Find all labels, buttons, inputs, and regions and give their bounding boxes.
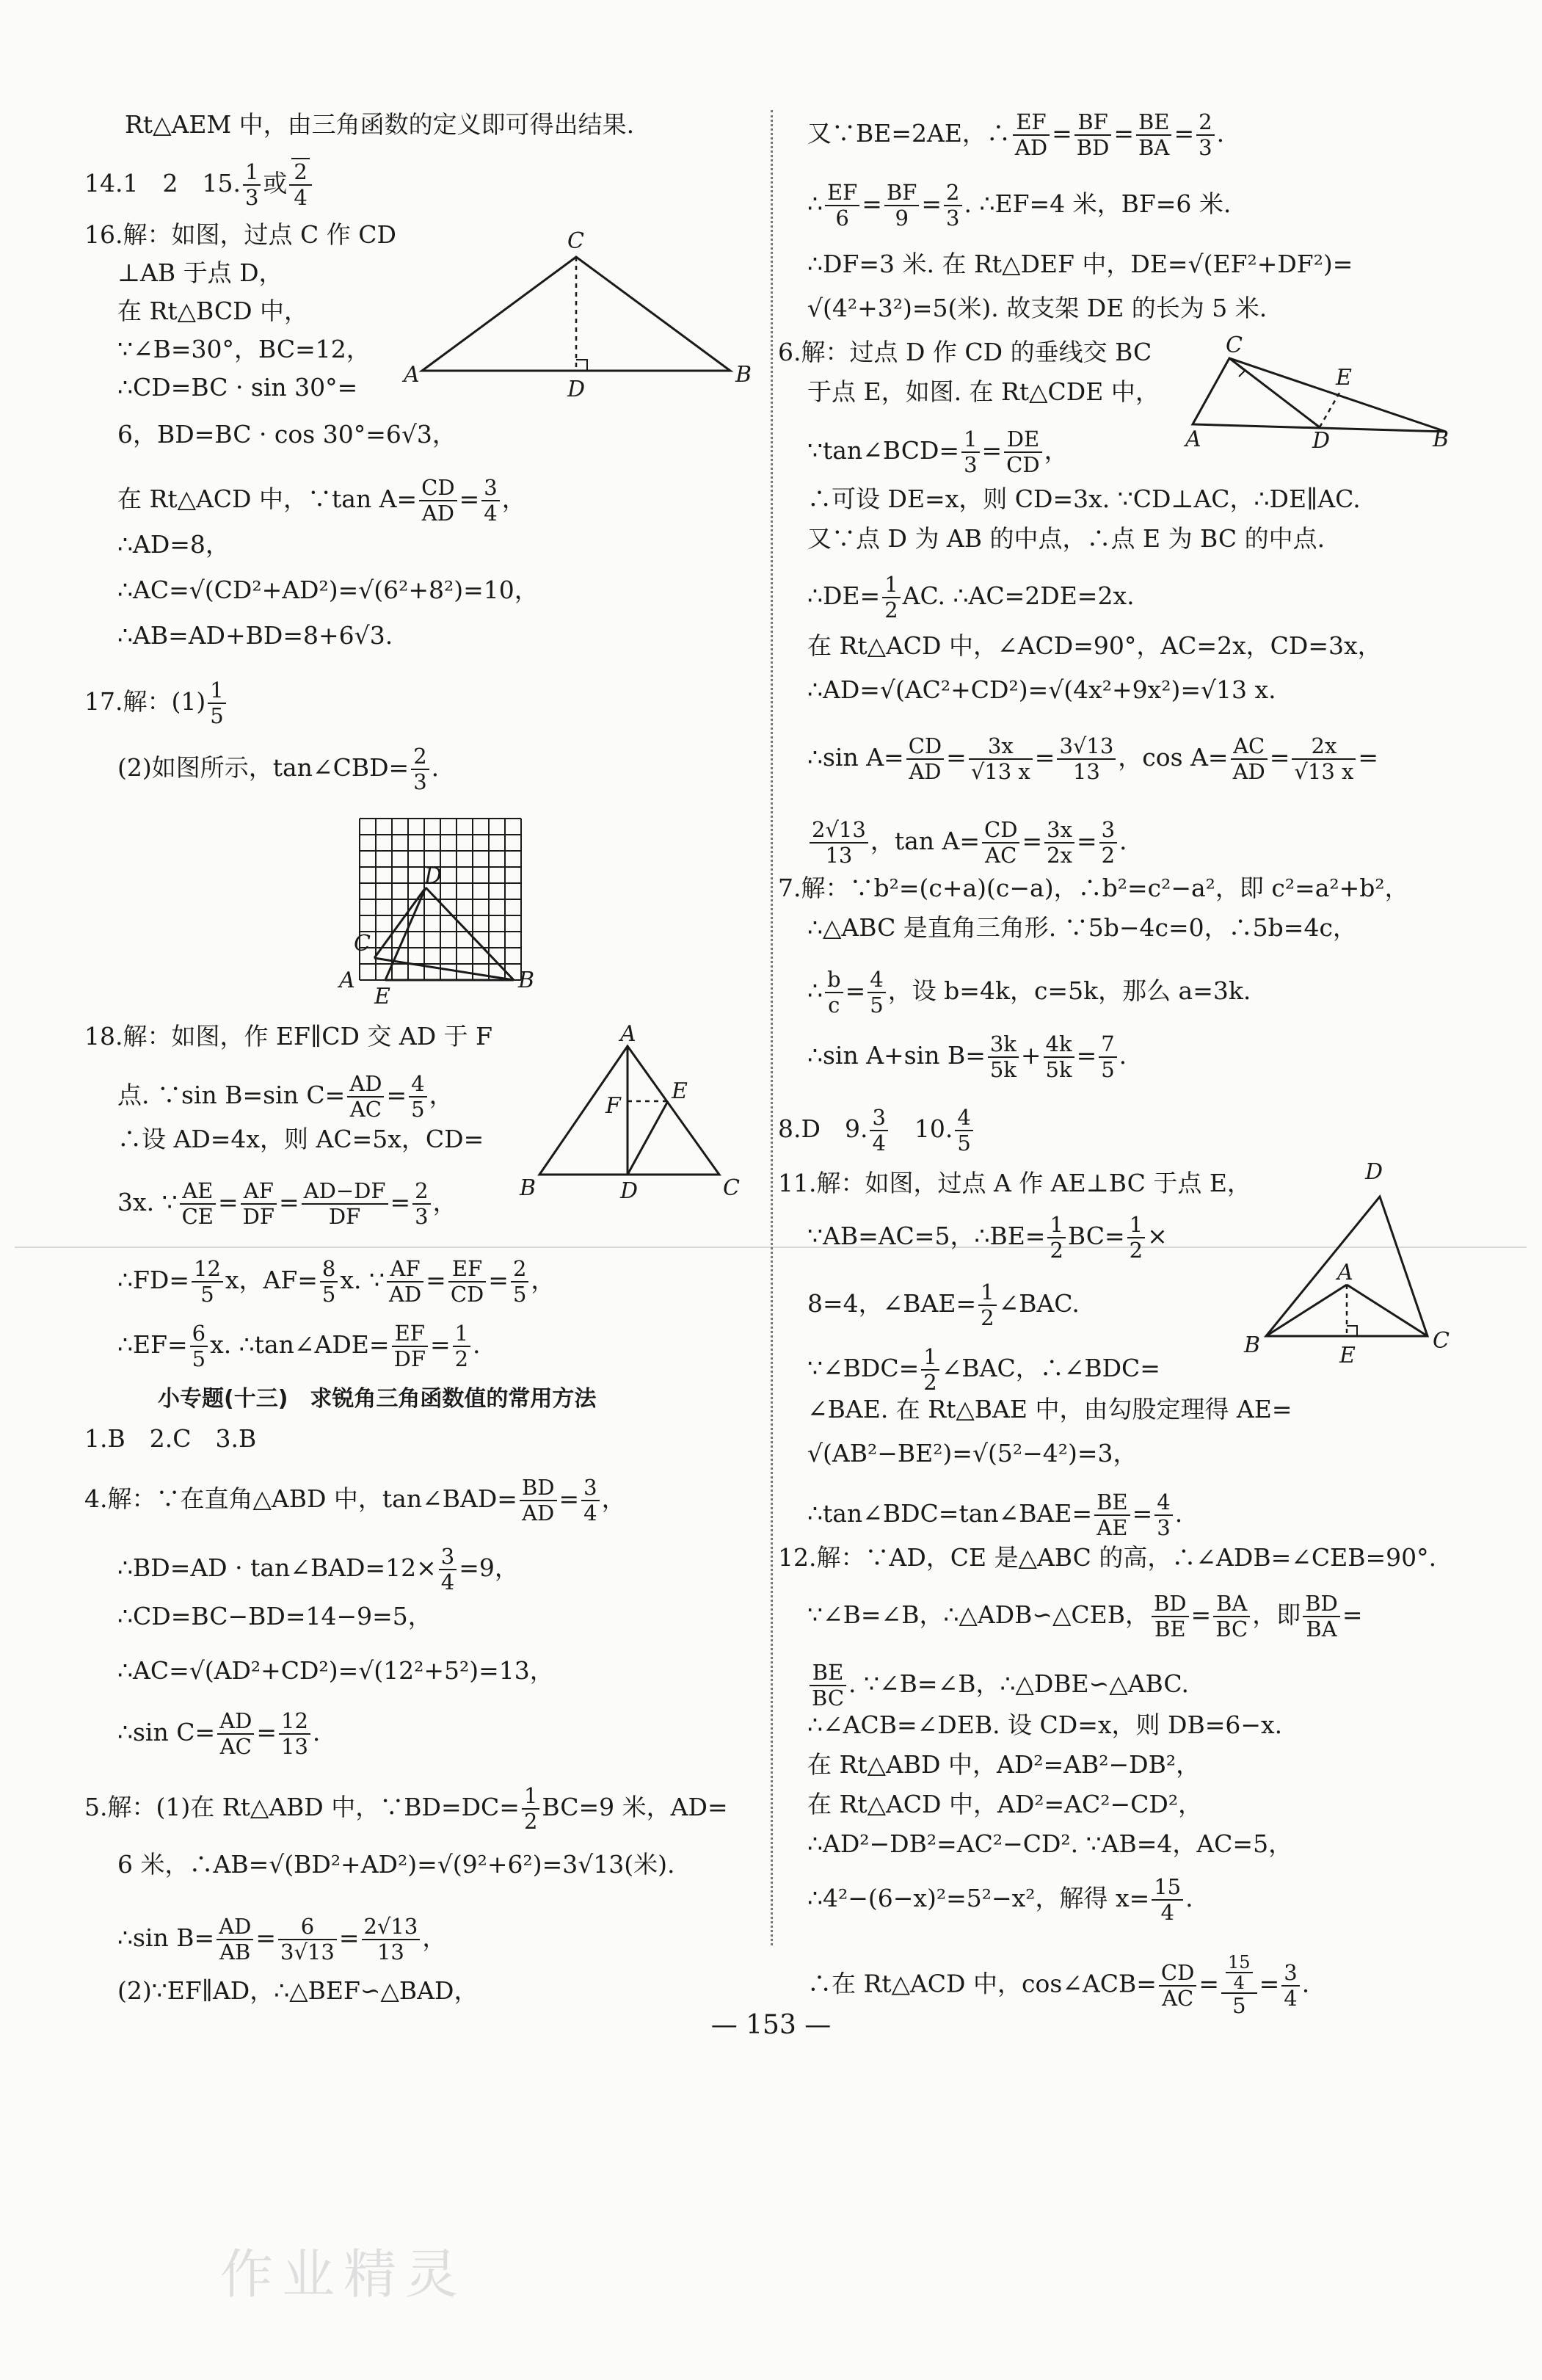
text-line: 6.解：过点 D 作 CD 的垂线交 BC: [778, 338, 1152, 366]
fig-label: B: [1244, 1332, 1261, 1358]
text-line: ∴EF= $\frac{6}{5}$ x. ∴tan∠ADE= $\frac{EF}{DF}$ = $\frac{1}{2}$ .: [117, 1321, 481, 1371]
text-line: 18.解：如图，作 EF∥CD 交 AD 于 F: [84, 1022, 493, 1051]
fig-label: E: [1339, 1343, 1356, 1368]
text-line: ∴AB=AD+BD=8+6√3.: [117, 621, 393, 650]
fig-label: F: [605, 1093, 621, 1119]
text-line: 在 Rt△ACD 中，AD²=AC²−CD²，: [807, 1790, 1203, 1818]
watermark-text: 作业精灵: [220, 2243, 468, 2305]
text-line: ∴CD=BC−BD=14−9=5，: [117, 1602, 432, 1630]
text-line: ∴AD²−DB²=AC²−CD². ∵AB=4，AC=5，: [807, 1829, 1293, 1858]
figure-16-triangle: [389, 220, 756, 411]
text-line: 在 Rt△ACD 中，∠ACD=90°，AC=2x，CD=3x，: [807, 631, 1382, 660]
text-line: 7.解：∵b²=(c+a)(c−a)，∴b²=c²−a²，即 c²=a²+b²，: [778, 874, 1409, 902]
figure-17-grid: [338, 811, 535, 1009]
text-line: ∴sin A= $\frac{CD}{AD}$ = $\frac{3x}{√13 x}$ = $\frac{3√13}{13}$ ，cos A= $\frac{AC}{AD}$ = $\frac{2x}{√13 x}$ =: [807, 733, 1379, 784]
text-line: $\frac{BE}{BC}$ . ∵∠B=∠B，∴△DBE∽△ABC.: [807, 1661, 1189, 1710]
fig-label: A: [339, 968, 355, 993]
text-line: 又∵BE=2AE，∴ $\frac{EF}{AD}$ = $\frac{BF}{BD}$ = $\frac{BE}{BA}$ = $\frac{2}{3}$ .: [807, 109, 1225, 160]
text-line: 在 Rt△BCD 中，: [117, 297, 309, 325]
text-line: √(AB²−BE²)=√(5²−4²)=3，: [807, 1439, 1138, 1467]
fig-label: C: [354, 931, 371, 957]
fig-label: D: [567, 377, 586, 402]
text-line: 17.解：(1) $\frac{1}{5}$: [84, 678, 228, 728]
fig-label: C: [1433, 1328, 1450, 1354]
fig-label: B: [1433, 427, 1450, 452]
text-line: √(4²+3²)=5(米). 故支架 DE 的长为 5 米.: [807, 294, 1268, 322]
text-line: (2)∵EF∥AD，∴△BEF∽△BAD，: [117, 1976, 479, 2005]
fig-label: D: [1312, 428, 1331, 454]
text-line: ∴CD=BC · sin 30°=: [117, 373, 358, 402]
fig-label: A: [1337, 1260, 1353, 1285]
section-title: 小专题(十三) 求锐角三角函数值的常用方法: [158, 1386, 597, 1412]
text-line: ∴AC=√(AD²+CD²)=√(12²+5²)=13，: [117, 1656, 554, 1685]
text-line: ∴ $\frac{b}{c}$ = $\frac{4}{5}$ ，设 b=4k，c=5k，那么 a=3k.: [807, 967, 1251, 1017]
text-line: 1.B 2.C 3.B: [84, 1424, 257, 1453]
text-line: ∵∠BDC= $\frac{1}{2}$ ∠BAC，∴∠BDC=: [807, 1344, 1160, 1395]
text-line: ∠BAE. 在 Rt△BAE 中，由勾股定理得 AE=: [807, 1395, 1292, 1423]
text-line: ∵tan∠BCD= $\frac{1}{3}$ = $\frac{DE}{CD}$ ，: [807, 427, 1069, 477]
text-line: 12.解：∵AD，CE 是△ABC 的高，∴∠ADB=∠CEB=90°.: [778, 1543, 1437, 1572]
fig-label: A: [404, 362, 420, 388]
text-line: ∴在 Rt△ACD 中，cos∠ACB= $\frac{CD}{AC}$ = $\frac{\frac{15}{4}}{5}$ = $\frac{3}{4}$ .: [807, 1952, 1310, 2018]
figure-6-triangle: [1174, 333, 1468, 454]
fig-label: C: [567, 228, 584, 254]
fig-label: E: [672, 1078, 688, 1104]
text-line: ∴∠ACB=∠DEB. 设 CD=x，则 DB=6−x.: [807, 1710, 1283, 1739]
text-line: ∴FD= $\frac{12}{5}$ x，AF= $\frac{8}{5}$ x. ∵ $\frac{AF}{AD}$ = $\frac{EF}{CD}$ = $\frac{2}{5}$ ，: [117, 1256, 556, 1307]
text-line: ∴设 AD=4x，则 AC=5x，CD=: [117, 1125, 484, 1153]
text-line: ∴sin A+sin B= $\frac{3k}{5k}$ + $\frac{4k}{5k}$ = $\frac{7}{5}$ .: [807, 1031, 1127, 1082]
fig-label: E: [374, 984, 390, 1009]
text-line: 5.解：(1)在 Rt△ABD 中，∵BD=DC= $\frac{1}{2}$ BC=9 米，AD=: [84, 1783, 728, 1834]
figure-11-triangle: [1240, 1160, 1461, 1380]
page-number: — 153 —: [710, 2010, 832, 2040]
text-line: ∴DE= $\frac{1}{2}$ AC. ∴AC=2DE=2x.: [807, 572, 1135, 623]
text-line: 于点 E，如图. 在 Rt△CDE 中，: [807, 377, 1160, 406]
text-line: ⊥AB 于点 D，: [117, 258, 283, 287]
text-line: ∵∠B=30°，BC=12，: [117, 335, 371, 363]
text-line: ∴BD=AD · tan∠BAD=12× $\frac{3}{4}$ =9，: [117, 1544, 519, 1594]
text-line: ∴AC=√(CD²+AD²)=√(6²+8²)=10，: [117, 576, 539, 604]
text-line: 在 Rt△ACD 中，∵tan A= $\frac{CD}{AD}$ = $\frac{3}{4}$ ，: [117, 475, 526, 526]
text-line: ∴AD=8，: [117, 530, 230, 559]
fig-label: A: [620, 1021, 636, 1047]
fig-label: D: [424, 863, 443, 889]
text-line: 16.解：如图，过点 C 作 CD: [84, 220, 396, 249]
fig-label: C: [723, 1175, 740, 1201]
fig-label: D: [620, 1178, 639, 1204]
fig-label: A: [1185, 427, 1201, 452]
fig-label: B: [518, 968, 535, 993]
text-line: ∴4²−(6−x)²=5²−x²，解得 x= $\frac{15}{4}$ .: [807, 1874, 1193, 1925]
text-line: $\frac{2√13}{13}$ ，tan A= $\frac{CD}{AC}$ = $\frac{3x}{2x}$ = $\frac{3}{2}$ .: [807, 818, 1127, 868]
fig-label: C: [1226, 333, 1243, 358]
text-line: ∴AD=√(AC²+CD²)=√(4x²+9x²)=√13 x.: [807, 675, 1276, 704]
fig-label: B: [735, 362, 752, 388]
text-line: Rt△AEM 中，由三角函数的定义即可得出结果.: [125, 110, 635, 139]
text-line: (2)如图所示，tan∠CBD= $\frac{2}{3}$ .: [117, 744, 440, 794]
text-line: 8=4，∠BAE= $\frac{1}{2}$ ∠BAC.: [807, 1280, 1080, 1330]
text-line: 点. ∵sin B=sin C= $\frac{AD}{AC}$ = $\frac{4}{5}$ ，: [117, 1071, 454, 1122]
fig-label: E: [1336, 365, 1352, 391]
text-line: 11.解：如图，过点 A 作 AE⊥BC 于点 E，: [778, 1169, 1251, 1197]
text-line: 在 Rt△ABD 中，AD²=AB²−DB²，: [807, 1750, 1201, 1779]
text-line: ∴△ABC 是直角三角形. ∵5b−4c=0，∴5b=4c，: [807, 913, 1357, 942]
text-line: 又∵点 D 为 AB 的中点，∴点 E 为 BC 的中点.: [807, 524, 1325, 553]
text-line: 6 米，∴AB=√(BD²+AD²)=√(9²+6²)=3√13(米).: [117, 1850, 675, 1879]
text-line: ∵∠B=∠B，∴△ADB∽△CEB， $\frac{BD}{BE}$ = $\frac{BA}{BC}$ ，即 $\frac{BD}{BA}$ =: [807, 1591, 1363, 1641]
text-line: 4.解：∵在直角△ABD 中，tan∠BAD= $\frac{BD}{AD}$ = $\frac{3}{4}$ ，: [84, 1475, 626, 1525]
text-line: ∴DF=3 米. 在 Rt△DEF 中，DE=√(EF²+DF²)=: [807, 250, 1353, 278]
figure-18-triangle: [514, 1021, 756, 1211]
text-line: ∴sin C= $\frac{AD}{AC}$ = $\frac{12}{13}$ .: [117, 1708, 321, 1759]
text-line: ∵AB=AC=5，∴BE= $\frac{1}{2}$ BC= $\frac{1}{2}$ ×: [807, 1212, 1168, 1263]
fig-label: D: [1365, 1159, 1383, 1185]
text-line: ∴可设 DE=x，则 CD=3x. ∵CD⊥AC，∴DE∥AC.: [807, 485, 1361, 513]
text-line: ∴tan∠BDC=tan∠BAE= $\frac{BE}{AE}$ = $\frac{4}{3}$ .: [807, 1490, 1183, 1540]
column-divider: [771, 110, 773, 1945]
text-line: ∴sin B= $\frac{AD}{AB}$ = $\frac{6}{3√13}$ = $\frac{2√13}{13}$ ，: [117, 1914, 447, 1964]
fig-label: B: [520, 1175, 537, 1201]
text-line: ∴ $\frac{EF}{6}$ = $\frac{BF}{9}$ = $\frac{2}{3}$ . ∴EF=4 米，BF=6 米.: [807, 180, 1232, 231]
text-line: 3x. ∵ $\frac{AE}{CE}$ = $\frac{AF}{DF}$ = $\frac{AD-DF}{DF}$ = $\frac{2}{3}$ ，: [117, 1178, 457, 1229]
answer-8-10: 8.D 9. $\frac{3}{4}$ 10. $\frac{4}{5}$: [778, 1106, 975, 1155]
answer-14-15: 14.1 2 15. $\frac{1}{3}$ 或 $\frac{2}{4}$: [84, 160, 314, 210]
text-line: 6，BD=BC · cos 30°=6√3，: [117, 420, 457, 449]
